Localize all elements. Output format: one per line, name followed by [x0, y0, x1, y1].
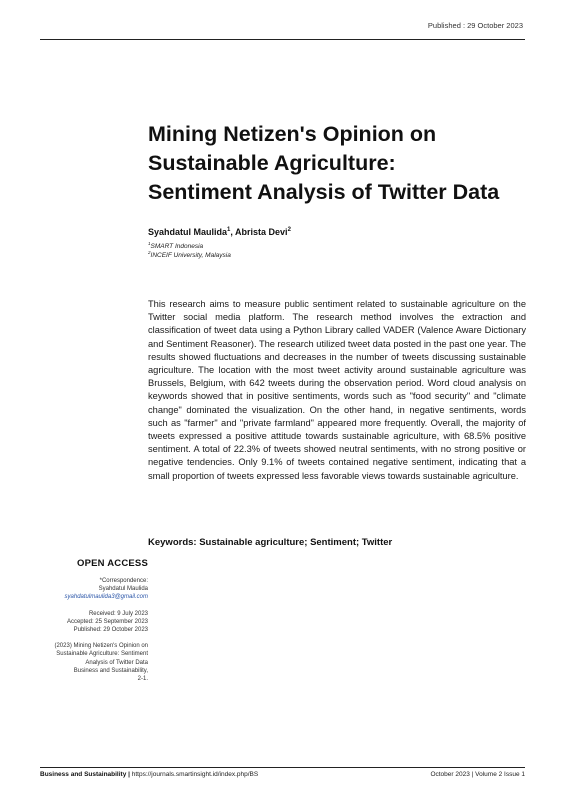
citation-line: (2023) Mining Netizen's Opinion on [54, 643, 148, 650]
affiliation [148, 241, 203, 250]
author-separator: , [230, 227, 236, 237]
paper-title [148, 120, 538, 207]
correspondence-label: *Correspondence: [99, 578, 148, 584]
received-date: Received: 9 July 2023 [88, 610, 148, 617]
open-access-label: OPEN ACCESS [76, 558, 148, 569]
footer-journal [40, 771, 258, 778]
journal-url-link[interactable]: https://journals.smartinsight.id/index.php/BS [129, 771, 259, 778]
affiliation [148, 250, 231, 259]
citation-line: 2-1. [137, 676, 148, 683]
citation-line: Business and Sustainability, [73, 667, 148, 674]
title-line-1: Mining Netizen's Opinion on [148, 122, 437, 146]
keywords: Keywords: Sustainable agriculture; Sentiment; Twitter [148, 537, 393, 548]
author-name: Abrista Devi [235, 227, 288, 237]
accepted-date: Accepted: 25 September 2023 [66, 618, 148, 625]
abstract: This research aims to measure public sentiment related to sustainable agriculture on the Twitter social media platform. The research method involves the extraction and classification of tweet data using a Python Library called VADER (Valence Aware Dictionary and Sentiment Reasoner). The research utilized tweet data posted in the past one year. The results showed fluctuations and decreases in the number of tweets discussing sustainable agriculture. The location with the most tweet activity around sustainable agriculture was Brussels, Belgium, with 642 tweets during the observation period. Word cloud analysis on keywords showed that in positive sentiments, words such as "food security" and "climate change" dominated the visualization. On the other hand, in negative sentiments, words such as "farmer" and "private farmland" appeared more frequently. Overall, the majority of tweets expressed a positive attitude towards sustainable agriculture, with 68.5% positive sentiment. A total of 22.3% of tweets showed neutral sentiments, with no strong positive or negative tendencies. Only 9.1% of tweets contained negative sentiment, indicating that a small proportion of tweets expressed less favorable views towards sustainable agriculture. [148, 299, 526, 481]
journal-name: Business and Sustainability | [40, 771, 130, 778]
author-name: Syahdatul Maulida [148, 227, 228, 237]
citation-line: Analysis of Twitter Data [85, 659, 148, 666]
footer-issue: October 2023 | Volume 2 Issue 1 [430, 771, 525, 778]
affiliation-text: INCEIF University, Malaysia [150, 252, 231, 260]
author-affiliation-mark: 2 [287, 227, 291, 233]
affiliation-text: SMART Indonesia [150, 243, 204, 251]
affiliation-mark: 2 [148, 250, 151, 255]
author-list [148, 227, 291, 237]
article-info-sidebar [18, 577, 148, 683]
title-line-2: Sustainable Agriculture: [148, 151, 396, 175]
correspondence-name: Syahdatul Maulida [98, 586, 148, 593]
published-date-sidebar: Published: 29 October 2023 [73, 627, 148, 634]
header-divider [40, 39, 525, 40]
correspondence-email-link[interactable]: syahdatulmaulida3@gmail.com [64, 594, 148, 601]
citation-line: Sustainable Agriculture: Sentiment [56, 651, 148, 658]
author-affiliation-mark: 1 [227, 227, 231, 233]
footer-divider [40, 767, 525, 768]
affiliation-mark: 1 [148, 241, 151, 246]
published-date: Published : 29 October 2023 [427, 21, 523, 30]
title-line-3: Sentiment Analysis of Twitter Data [148, 180, 500, 204]
